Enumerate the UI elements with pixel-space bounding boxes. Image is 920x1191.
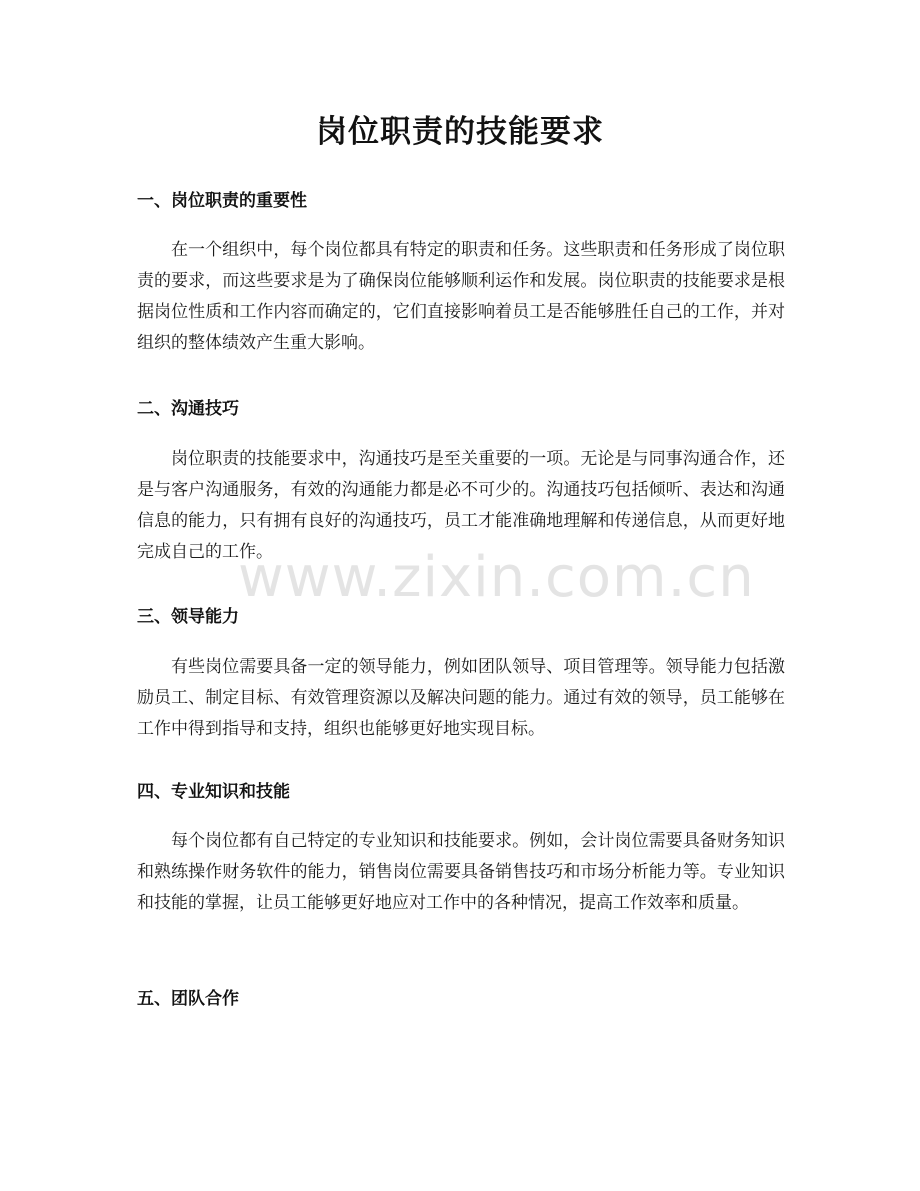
section-heading-1: 一、岗位职责的重要性 (137, 191, 307, 211)
section-heading-3: 三、领导能力 (137, 607, 239, 627)
watermark: www.zixin.com.cn (238, 545, 755, 610)
section-heading-2: 二、沟通技巧 (137, 399, 239, 419)
section-paragraph-2: 岗位职责的技能要求中，沟通技巧是至关重要的一项。无论是与同事沟通合作，还是与客户沟通服务，有效的沟通能力都是必不可少的。沟通技巧包括倾听、表达和沟通信息的能力，只有拥有良好的沟通技巧，员工才能准确地理解和传递信息，从而更好地完成自己的工作。 (137, 449, 785, 562)
section-paragraph-4: 每个岗位都有自己特定的专业知识和技能要求。例如，会计岗位需要具备财务知识和熟练操作财务软件的能力，销售岗位需要具备销售技巧和市场分析能力等。专业知识和技能的掌握，让员工能够更好地应对工作中的各种情况，提高工作效率和质量。 (137, 831, 785, 913)
section-heading-5: 五、团队合作 (137, 989, 239, 1009)
document-title: 岗位职责的技能要求 (316, 114, 604, 150)
section-paragraph-3: 有些岗位需要具备一定的领导能力，例如团队领导、项目管理等。领导能力包括激励员工、制定目标、有效管理资源以及解决问题的能力。通过有效的领导，员工能够在工作中得到指导和支持，组织也能够更好地实现目标。 (137, 657, 785, 739)
section-heading-4: 四、专业知识和技能 (137, 782, 290, 802)
section-paragraph-1: 在一个组织中，每个岗位都具有特定的职责和任务。这些职责和任务形成了岗位职责的要求，而这些要求是为了确保岗位能够顺利运作和发展。岗位职责的技能要求是根据岗位性质和工作内容而确定的，它们直接影响着员工是否能够胜任自己的工作，并对组织的整体绩效产生重大影响。 (137, 240, 785, 353)
